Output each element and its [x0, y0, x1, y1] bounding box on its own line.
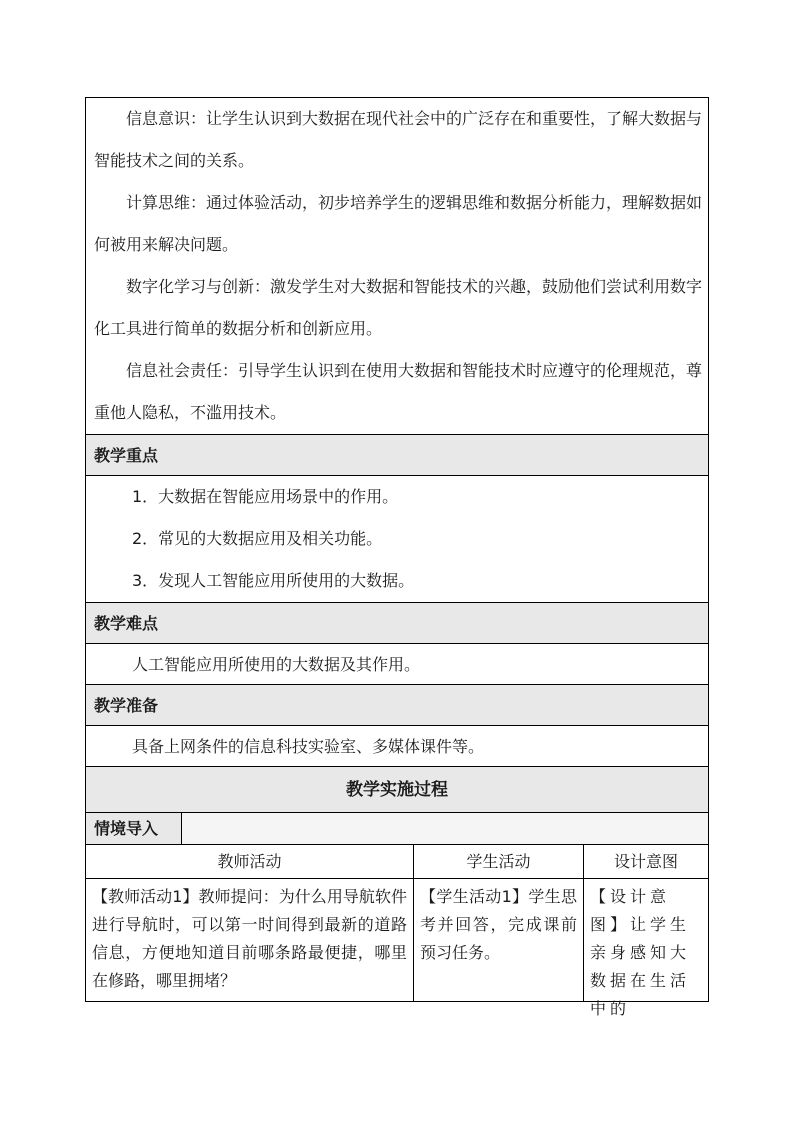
objective-social-responsibility: 信息社会责任：引导学生认识到在使用大数据和智能技术时应遵守的伦理规范，尊重他人隐私，不滥用技术。 [94, 361, 703, 422]
objectives-block [86, 98, 708, 435]
key-point-item: 3．发现人工智能应用所使用的大数据。 [132, 571, 415, 590]
column-header-teacher: 教师活动 [86, 845, 414, 878]
objective-information-awareness: 信息意识：让学生认识到大数据在现代社会中的广泛存在和重要性，了解大数据与智能技术之间的关系。 [94, 109, 703, 170]
objective-computational-thinking: 计算思维：通过体验活动，初步培养学生的逻辑思维和数据分析能力，理解数据如何被用来解决问题。 [94, 193, 703, 254]
column-header-student: 学生活动 [414, 845, 584, 878]
key-points-list [86, 476, 708, 603]
intro-row [86, 813, 708, 845]
difficulties-header: 教学难点 [86, 603, 708, 644]
key-point-item: 2．常见的大数据应用及相关功能。 [132, 529, 383, 548]
preparation-text: 具备上网条件的信息科技实验室、多媒体课件等。 [86, 726, 708, 767]
intro-label: 情境导入 [86, 813, 182, 844]
process-title: 教学实施过程 [86, 767, 708, 813]
preparation-header: 教学准备 [86, 685, 708, 726]
teacher-activity-cell: 【教师活动1】教师提问：为什么用导航软件进行导航时，可以第一时间得到最新的道路信息，方便地知道目前哪条路最便捷，哪里在修路，哪里拥堵？ [86, 879, 414, 1001]
intro-empty-cell [182, 813, 708, 844]
key-points-header: 教学重点 [86, 435, 708, 476]
column-header-row [86, 845, 708, 879]
column-header-intent: 设计意图 [613, 852, 678, 871]
student-activity-cell: 【学生活动1】学生思考并回答，完成课前预习任务。 [414, 879, 584, 1001]
activity-row [86, 879, 708, 1018]
objective-digital-innovation: 数字化学习与创新：激发学生对大数据和智能技术的兴趣，鼓励他们尝试利用数字化工具进行简单的数据分析和创新应用。 [94, 277, 703, 338]
key-point-item: 1．大数据在智能应用场景中的作用。 [132, 487, 399, 506]
difficulties-text: 人工智能应用所使用的大数据及其作用。 [86, 644, 708, 685]
design-intent-cell: 【设计意图】让学生亲身感知大数据在生活中的 [590, 887, 691, 1018]
lesson-plan-table [85, 97, 709, 1018]
